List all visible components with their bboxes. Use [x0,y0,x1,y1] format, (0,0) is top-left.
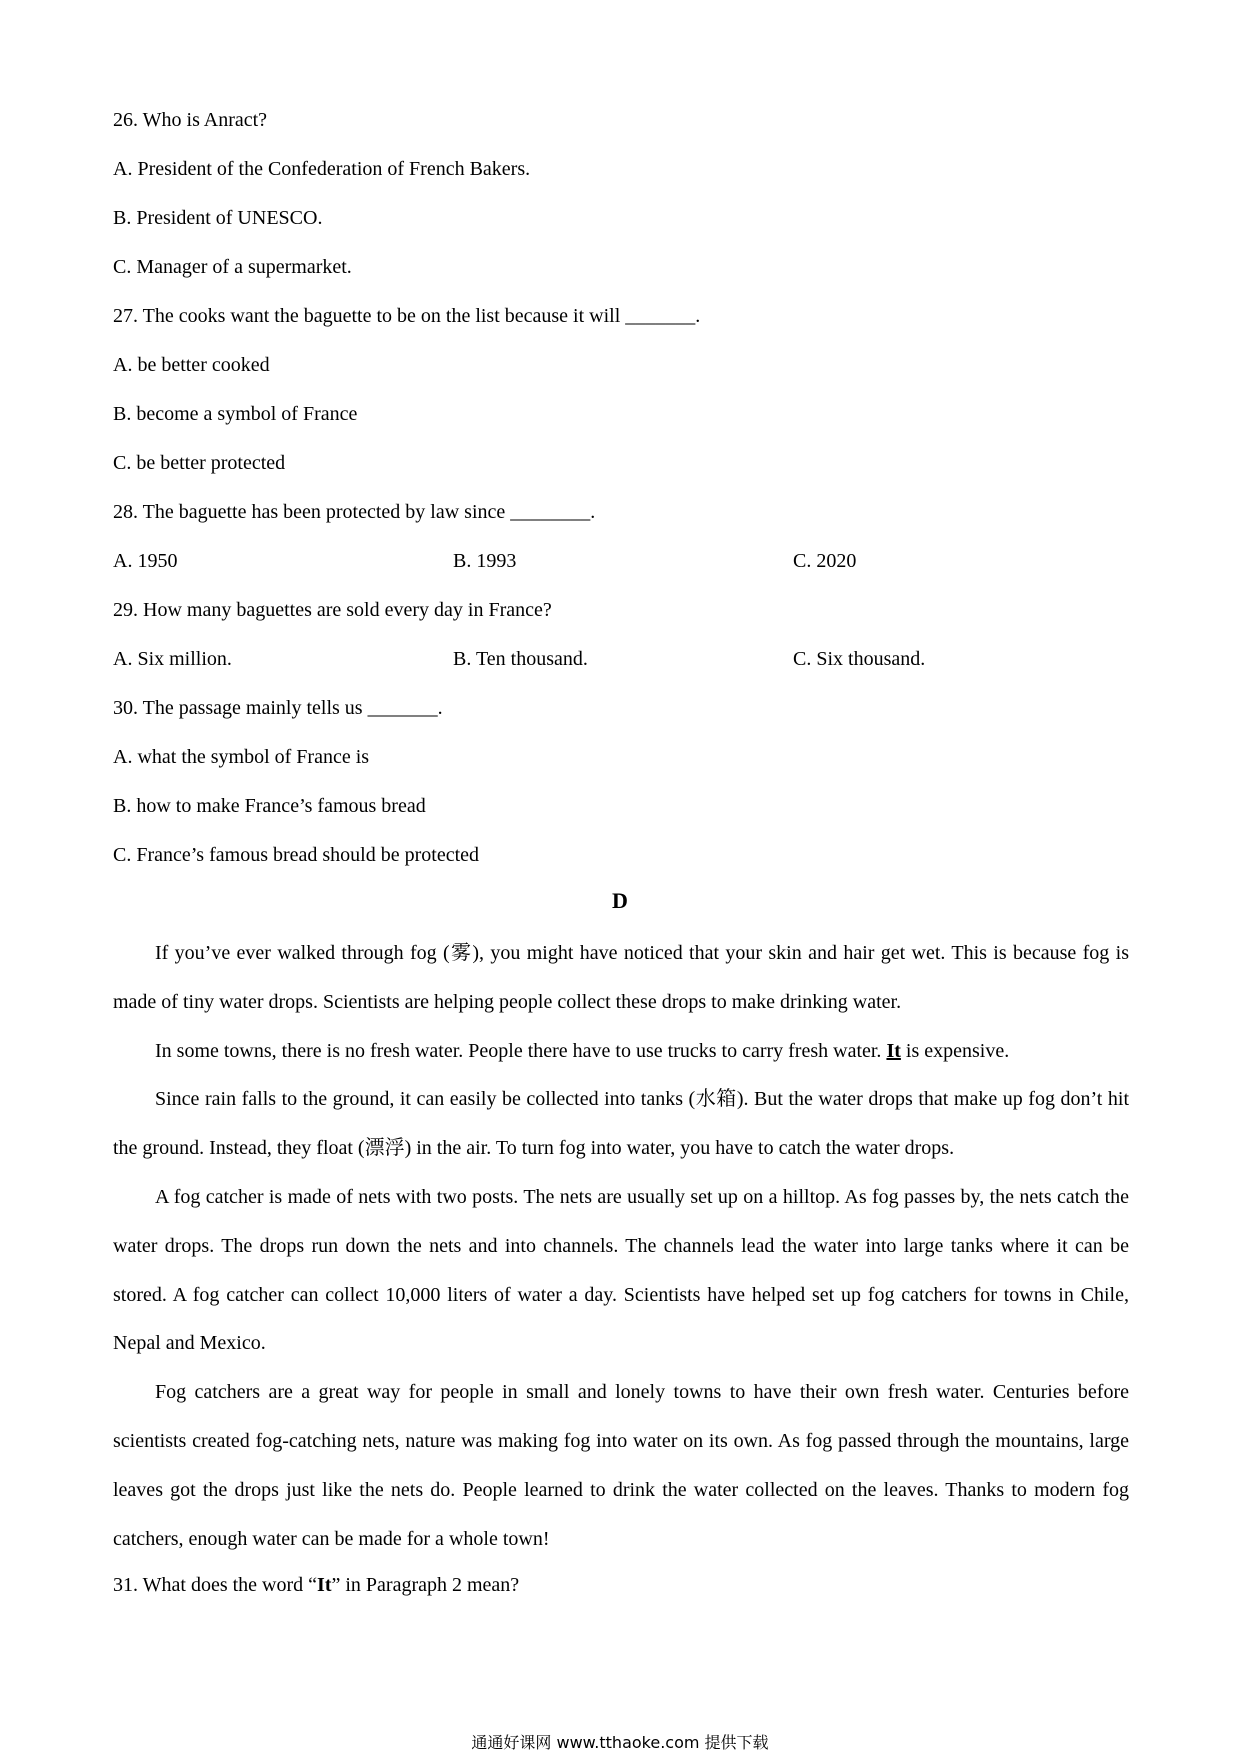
q29-option-c: C. Six thousand. [793,648,926,670]
section-heading: D [612,888,628,913]
paragraph-5: Fog catchers are a great way for people in small and lonely towns to have their own fresh water. Centuries before scientists created fog-catching nets, nature was making fog into water on its own. As fog passed through the mountains, large leaves got the drops just like the nets do. People learned to drink the water collected on the leaves. Thanks to modern fog catchers, enough water can be made for a whole town! [113,1381,1129,1550]
paragraph-2-end: is expensive. [900,1039,1010,1062]
q26-option-c: C. Manager of a supermarket. [113,256,352,278]
reading-passage [113,929,1129,1563]
paragraph-2-text: In some towns, there is no fresh water. People there have to use trucks to carry fresh water. [155,1039,887,1062]
q26-stem: 26. Who is Anract? [113,109,268,131]
q31-stem [113,1573,519,1597]
q28-option-a: A. 1950 [113,550,178,572]
q30-option-c: C. France’s famous bread should be protected [113,844,480,866]
underlined-word-it: It [886,1039,901,1062]
q30-option-a: A. what the symbol of France is [113,746,370,768]
q31-bold-word: It [317,1574,332,1596]
q30-stem: 30. The passage mainly tells us _______. [113,697,443,719]
q28-stem: 28. The baguette has been protected by law since ________. [113,501,596,523]
q29-option-b: B. Ten thousand. [453,648,588,670]
q27-option-c: C. be better protected [113,452,286,474]
q28-option-c: C. 2020 [793,550,857,572]
q27-option-b: B. become a symbol of France [113,403,358,425]
q29-stem: 29. How many baguettes are sold every day in France? [113,599,552,621]
q26-option-b: B. President of UNESCO. [113,207,323,229]
paragraph-3: Since rain falls to the ground, it can easily be collected into tanks (水箱). But the water drops that make up fog don’t hit the ground. Instead, they float (漂浮) in the air. To turn fog into water, you have to catch the water drops. [113,1088,1129,1160]
paragraph-1: If you’ve ever walked through fog (雾), you might have noticed that your skin and hair get wet. This is because fog is made of tiny water drops. Scientists are helping people collect these drops to make drinking water. [113,942,1129,1013]
q31-text-start: 31. What does the word “ [113,1574,318,1596]
q26-option-a: A. President of the Confederation of French Bakers. [113,158,531,180]
q27-option-a: A. be better cooked [113,354,270,376]
paragraph-4: A fog catcher is made of nets with two posts. The nets are usually set up on a hilltop. As fog passes by, the nets catch the water drops. The drops run down the nets and into channels. The channels lead the water into large tanks where it can be stored. A fog catcher can collect 10,000 liters of water a day. Scientists have helped set up fog catchers for towns in Chile, Nepal and Mexico. [113,1185,1129,1355]
page-footer: 通通好课网 www.tthaoke.com 提供下载 [471,1733,769,1752]
q28-option-b: B. 1993 [453,550,517,572]
paragraph-2 [113,1027,1129,1076]
q27-stem: 27. The cooks want the baguette to be on the list because it will _______. [113,305,701,327]
q30-option-b: B. how to make France’s famous bread [113,795,426,817]
q31-text-end: ” in Paragraph 2 mean? [331,1574,520,1596]
q29-option-a: A. Six million. [113,648,232,670]
